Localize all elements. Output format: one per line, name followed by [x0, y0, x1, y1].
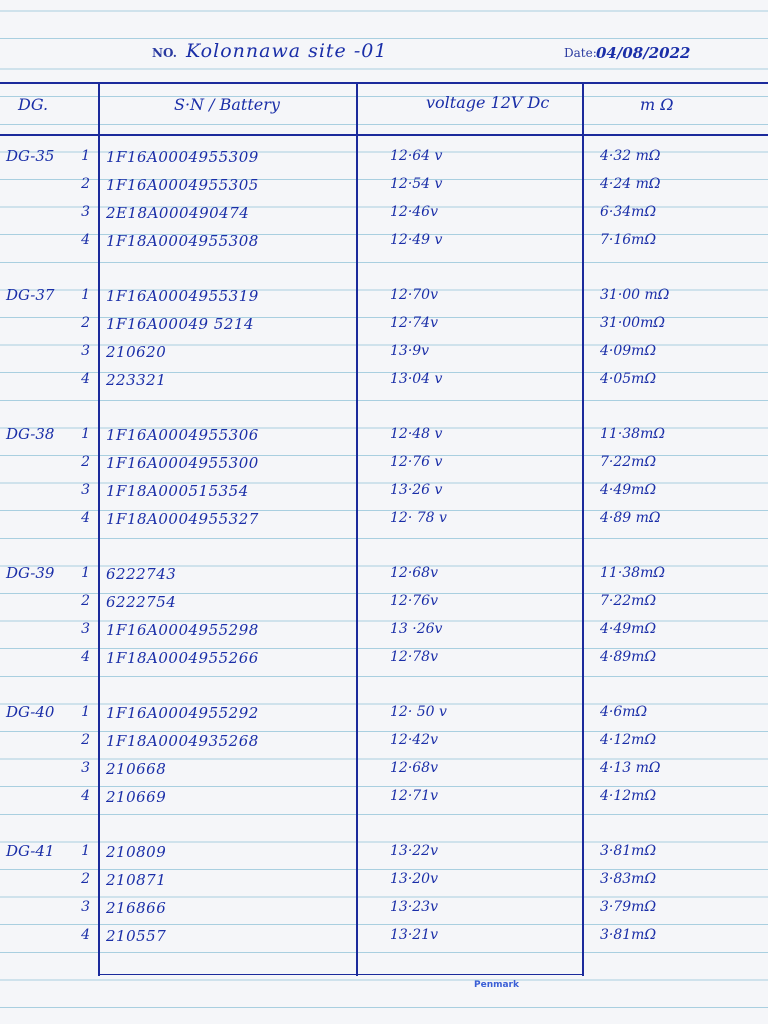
- voltage-reading: 13·9v: [390, 343, 430, 359]
- serial-number: 6222743: [106, 565, 177, 583]
- voltage-reading: 12· 50 v: [390, 704, 447, 720]
- table-top-rule: [0, 82, 768, 84]
- row-number: 1: [81, 148, 90, 164]
- resistance-reading: 3·81mΩ: [600, 927, 657, 943]
- resistance-reading: 7·16mΩ: [600, 232, 657, 248]
- resistance-reading: 4·89mΩ: [600, 649, 657, 665]
- serial-number: 210668: [106, 760, 167, 778]
- row-number: 2: [81, 315, 90, 331]
- serial-number: 1F18A0004955308: [106, 232, 259, 250]
- voltage-reading: 13·26 v: [390, 482, 443, 498]
- row-number: 4: [81, 649, 90, 665]
- voltage-reading: 12·64 v: [390, 148, 443, 164]
- resistance-reading: 3·81mΩ: [600, 843, 657, 859]
- voltage-reading: 12·42v: [390, 732, 438, 748]
- row-number: 4: [81, 232, 90, 248]
- voltage-reading: 12·68v: [390, 760, 438, 776]
- row-number: 3: [81, 899, 90, 915]
- serial-number: 2E18A000490474: [106, 204, 250, 222]
- resistance-reading: 7·22mΩ: [600, 454, 657, 470]
- voltage-reading: 13 ·26v: [390, 621, 443, 637]
- resistance-reading: 31·00mΩ: [600, 315, 665, 331]
- voltage-reading: 12·76 v: [390, 454, 443, 470]
- row-number: 1: [81, 843, 90, 859]
- serial-number: 1F16A0004955305: [106, 176, 259, 194]
- resistance-reading: 3·83mΩ: [600, 871, 657, 887]
- row-number: 1: [81, 565, 90, 581]
- voltage-reading: 13·23v: [390, 899, 438, 915]
- serial-number: 216866: [106, 899, 167, 917]
- row-number: 4: [81, 927, 90, 943]
- serial-number: 210871: [106, 871, 167, 889]
- column-divider-3: [582, 82, 584, 976]
- row-number: 1: [81, 426, 90, 442]
- voltage-reading: 12·48 v: [390, 426, 443, 442]
- row-number: 2: [81, 732, 90, 748]
- row-number: 3: [81, 343, 90, 359]
- serial-number: 1F18A000515354: [106, 482, 249, 500]
- column-divider-1: [98, 82, 100, 976]
- voltage-reading: 12·70v: [390, 287, 438, 303]
- column-divider-2: [356, 82, 358, 976]
- row-number: 1: [81, 287, 90, 303]
- resistance-reading: 4·49mΩ: [600, 482, 657, 498]
- serial-number: 1F16A0004955292: [106, 704, 259, 722]
- serial-number: 1F16A0004955306: [106, 426, 259, 444]
- voltage-reading: 13·04 v: [390, 371, 443, 387]
- resistance-reading: 4·13 mΩ: [600, 760, 661, 776]
- voltage-reading: 13·21v: [390, 927, 438, 943]
- voltage-reading: 12·49 v: [390, 232, 443, 248]
- resistance-reading: 11·38mΩ: [600, 565, 665, 581]
- row-number: 2: [81, 593, 90, 609]
- resistance-reading: 3·79mΩ: [600, 899, 657, 915]
- serial-number: 1F16A0004955300: [106, 454, 259, 472]
- row-number: 3: [81, 760, 90, 776]
- date-label: Date:: [564, 46, 597, 60]
- serial-number: 1F16A0004955319: [106, 287, 259, 305]
- serial-number: 210669: [106, 788, 167, 806]
- serial-number: 1F18A0004935268: [106, 732, 259, 750]
- voltage-reading: 12·78v: [390, 649, 438, 665]
- resistance-reading: 4·12mΩ: [600, 732, 657, 748]
- notebook-brand: Penmark: [474, 980, 519, 990]
- row-number: 4: [81, 788, 90, 804]
- resistance-reading: 4·09mΩ: [600, 343, 657, 359]
- site-title: Kolonnawa site -01: [186, 40, 388, 62]
- voltage-reading: 12·54 v: [390, 176, 443, 192]
- voltage-reading: 12·74v: [390, 315, 438, 331]
- resistance-reading: 4·32 mΩ: [600, 148, 661, 164]
- resistance-reading: 4·05mΩ: [600, 371, 657, 387]
- table-bottom-rule: [98, 974, 582, 975]
- header-no-label: NO.: [152, 46, 177, 60]
- column-header-sn: S·N / Battery: [174, 95, 280, 114]
- row-number: 4: [81, 371, 90, 387]
- serial-number: 210809: [106, 843, 167, 861]
- resistance-reading: 4·12mΩ: [600, 788, 657, 804]
- resistance-reading: 11·38mΩ: [600, 426, 665, 442]
- serial-number: 223321: [106, 371, 167, 389]
- voltage-reading: 12·76v: [390, 593, 438, 609]
- resistance-reading: 7·22mΩ: [600, 593, 657, 609]
- serial-number: 210557: [106, 927, 167, 945]
- row-number: 1: [81, 704, 90, 720]
- voltage-reading: 13·20v: [390, 871, 438, 887]
- voltage-reading: 12·68v: [390, 565, 438, 581]
- row-number: 3: [81, 482, 90, 498]
- dg-label: DG-35: [6, 147, 55, 165]
- dg-label: DG-40: [6, 703, 55, 721]
- column-header-voltage: voltage 12V Dc: [426, 93, 550, 112]
- serial-number: 1F16A00049 5214: [106, 315, 255, 333]
- voltage-reading: 12·46v: [390, 204, 438, 220]
- row-number: 2: [81, 176, 90, 192]
- resistance-reading: 31·00 mΩ: [600, 287, 670, 303]
- voltage-reading: 12·71v: [390, 788, 438, 804]
- column-header-dg: DG.: [18, 95, 49, 114]
- serial-number: 1F18A0004955327: [106, 510, 259, 528]
- dg-label: DG-41: [6, 842, 55, 860]
- resistance-reading: 4·24 mΩ: [600, 176, 661, 192]
- voltage-reading: 13·22v: [390, 843, 438, 859]
- serial-number: 1F16A0004955309: [106, 148, 259, 166]
- dg-label: DG-37: [6, 286, 55, 304]
- resistance-reading: 4·49mΩ: [600, 621, 657, 637]
- row-number: 2: [81, 871, 90, 887]
- header-bottom-rule: [0, 134, 768, 136]
- serial-number: 1F18A0004955266: [106, 649, 259, 667]
- voltage-reading: 12· 78 v: [390, 510, 447, 526]
- dg-label: DG-38: [6, 425, 55, 443]
- serial-number: 6222754: [106, 593, 177, 611]
- resistance-reading: 6·34mΩ: [600, 204, 657, 220]
- row-number: 4: [81, 510, 90, 526]
- dg-label: DG-39: [6, 564, 55, 582]
- column-header-resistance: m Ω: [640, 95, 674, 114]
- row-number: 3: [81, 621, 90, 637]
- serial-number: 210620: [106, 343, 167, 361]
- row-number: 3: [81, 204, 90, 220]
- date-value: 04/08/2022: [596, 44, 691, 62]
- resistance-reading: 4·89 mΩ: [600, 510, 661, 526]
- row-number: 2: [81, 454, 90, 470]
- serial-number: 1F16A0004955298: [106, 621, 259, 639]
- resistance-reading: 4·6mΩ: [600, 704, 648, 720]
